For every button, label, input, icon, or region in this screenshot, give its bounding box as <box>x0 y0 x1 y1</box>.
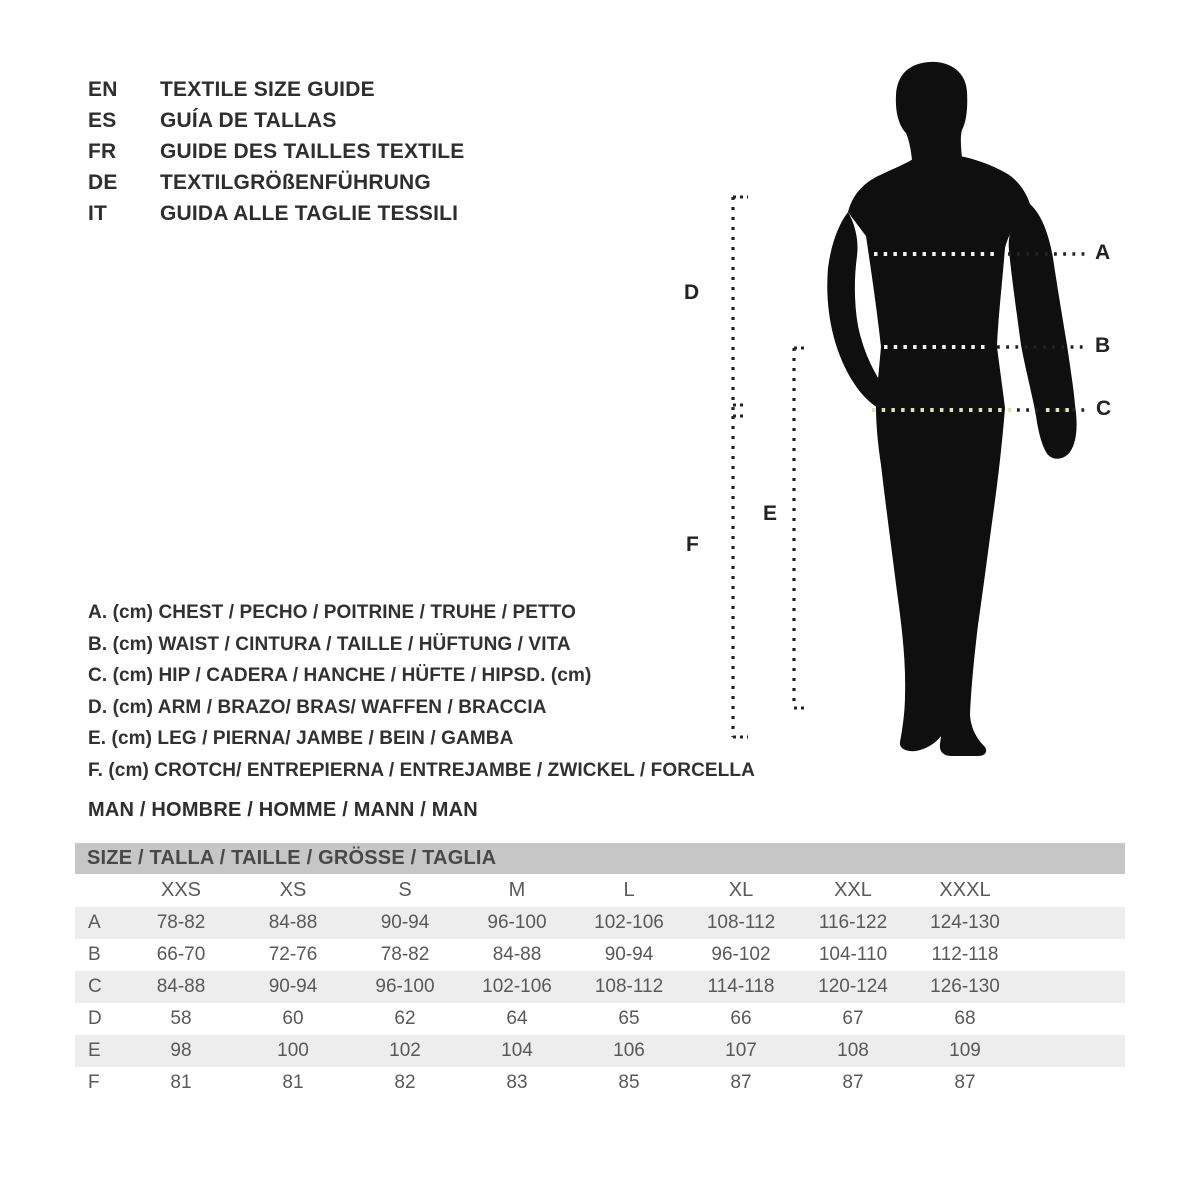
row-label: F <box>88 1072 100 1093</box>
lang-label: GUIDE DES TAILLES TEXTILE <box>160 140 465 163</box>
torso <box>848 156 1030 408</box>
lang-code: ES <box>88 109 117 132</box>
size-cell: 64 <box>506 1008 528 1029</box>
label-b: B <box>1095 334 1111 357</box>
size-cell: 102-106 <box>482 976 552 997</box>
lang-code: FR <box>88 140 117 163</box>
right-arm <box>1009 204 1077 459</box>
row-label: A <box>88 912 101 933</box>
lang-code: IT <box>88 202 108 225</box>
lang-label: TEXTILGRÖßENFÜHRUNG <box>160 171 431 194</box>
size-cell: 83 <box>506 1072 528 1093</box>
size-cell: 62 <box>394 1008 416 1029</box>
table-filler-cell <box>1021 1003 1125 1035</box>
category-line: MAN / HOMBRE / HOMME / MANN / MAN <box>88 799 478 821</box>
label-f: F <box>686 533 699 556</box>
size-header-row <box>75 874 1125 907</box>
table-row <box>75 939 1125 971</box>
table-header-band: SIZE / TALLA / TAILLE / GRÖSSE / TAGLIA <box>75 843 1125 874</box>
size-col-header: XL <box>728 879 754 901</box>
size-cell: 90-94 <box>268 976 318 997</box>
size-cell: 66-70 <box>156 944 206 965</box>
size-cell: 58 <box>170 1008 192 1029</box>
table-corner-cell <box>75 874 125 907</box>
size-cell: 85 <box>618 1072 640 1093</box>
size-cell: 72-76 <box>268 944 318 965</box>
row-label: C <box>88 976 102 997</box>
row-label: D <box>88 1008 102 1029</box>
table-filler-cell <box>1021 1067 1125 1099</box>
size-cell: 109 <box>949 1040 981 1061</box>
size-table-grid <box>75 874 1125 1099</box>
size-cell: 66 <box>730 1008 752 1029</box>
label-e: E <box>763 502 778 525</box>
lang-code: EN <box>88 78 118 101</box>
lang-code: DE <box>88 171 118 194</box>
table-row <box>75 1067 1125 1099</box>
size-cell: 102-106 <box>594 912 664 933</box>
size-cell: 120-124 <box>818 976 888 997</box>
lang-label: TEXTILE SIZE GUIDE <box>160 78 375 101</box>
table-row <box>75 1035 1125 1067</box>
size-cell: 126-130 <box>930 976 1000 997</box>
size-cell: 87 <box>954 1072 976 1093</box>
size-cell: 106 <box>613 1040 645 1061</box>
label-d: D <box>684 281 700 304</box>
measurement-legend <box>88 597 755 786</box>
size-col-header: XXS <box>160 879 202 901</box>
head <box>896 62 967 160</box>
size-cell: 116-122 <box>818 912 888 933</box>
table-filler-cell <box>1021 874 1125 907</box>
table-row <box>75 1003 1125 1035</box>
measurement-line-a: A. (cm) CHEST / PECHO / POITRINE / TRUHE / PETTO <box>88 602 576 623</box>
size-col-header: XS <box>279 879 307 901</box>
size-cell: 96-100 <box>375 976 435 997</box>
label-a: A <box>1095 241 1111 264</box>
size-col-header: M <box>508 879 526 901</box>
size-cell: 78-82 <box>380 944 430 965</box>
measurement-line-c: C. (cm) HIP / CADERA / HANCHE / HÜFTE / HIPSD. (cm) <box>88 665 592 686</box>
lang-label: GUÍA DE TALLAS <box>160 109 337 132</box>
table-row <box>75 971 1125 1003</box>
size-cell: 87 <box>730 1072 752 1093</box>
size-cell: 114-118 <box>707 976 775 997</box>
size-cell: 81 <box>170 1072 192 1093</box>
size-cell: 108-112 <box>594 976 664 997</box>
size-cell: 84-88 <box>268 912 318 933</box>
size-cell: 108-112 <box>706 912 776 933</box>
table-filler-cell <box>1021 1035 1125 1067</box>
size-col-header: XXL <box>834 879 872 901</box>
size-cell: 90-94 <box>380 912 430 933</box>
size-cell: 81 <box>282 1072 304 1093</box>
size-cell: 67 <box>842 1008 864 1029</box>
size-cell: 60 <box>282 1008 304 1029</box>
size-cell: 82 <box>394 1072 416 1093</box>
size-cell: 90-94 <box>604 944 654 965</box>
size-col-header: XXXL <box>939 879 991 901</box>
measurement-line-b: B. (cm) WAIST / CINTURA / TAILLE / HÜFTUNG / VITA <box>88 633 571 655</box>
size-col-header: S <box>398 879 412 901</box>
size-cell: 84-88 <box>156 976 206 997</box>
size-cell: 87 <box>842 1072 864 1093</box>
size-cell: 78-82 <box>156 912 206 933</box>
measurement-line-e: E. (cm) LEG / PIERNA/ JAMBE / BEIN / GAMBA <box>88 728 514 749</box>
table-filler-cell <box>1021 971 1125 1003</box>
measurement-line-d: D. (cm) ARM / BRAZO/ BRAS/ WAFFEN / BRACCIA <box>88 696 547 718</box>
size-cell: 84-88 <box>492 944 542 965</box>
size-cell: 104-110 <box>818 944 888 965</box>
table-row <box>75 907 1125 939</box>
size-cell: 124-130 <box>930 912 1000 933</box>
size-cell: 96-102 <box>711 944 771 965</box>
label-c: C <box>1096 397 1112 420</box>
size-cell: 98 <box>170 1040 192 1061</box>
size-cell: 108 <box>837 1040 869 1061</box>
size-cell: 100 <box>277 1040 309 1061</box>
size-cell: 104 <box>501 1040 533 1061</box>
legs <box>876 408 1005 756</box>
size-cell: 96-100 <box>487 912 547 933</box>
size-cell: 107 <box>725 1040 757 1061</box>
table-filler-cell <box>1021 939 1125 971</box>
lang-label: GUIDA ALLE TAGLIE TESSILI <box>160 202 459 225</box>
row-label: B <box>88 944 101 965</box>
size-cell: 102 <box>389 1040 421 1061</box>
size-cell: 112-118 <box>931 944 999 965</box>
size-cell: 65 <box>618 1008 640 1029</box>
table-filler-cell <box>1021 907 1125 939</box>
size-cell: 68 <box>954 1008 976 1029</box>
size-table <box>75 843 1125 1099</box>
measurement-line-f: F. (cm) CROTCH/ ENTREPIERNA / ENTREJAMBE / ZWICKEL / FORCELLA <box>88 759 755 781</box>
size-col-header: L <box>623 879 635 901</box>
row-label: E <box>88 1040 101 1061</box>
